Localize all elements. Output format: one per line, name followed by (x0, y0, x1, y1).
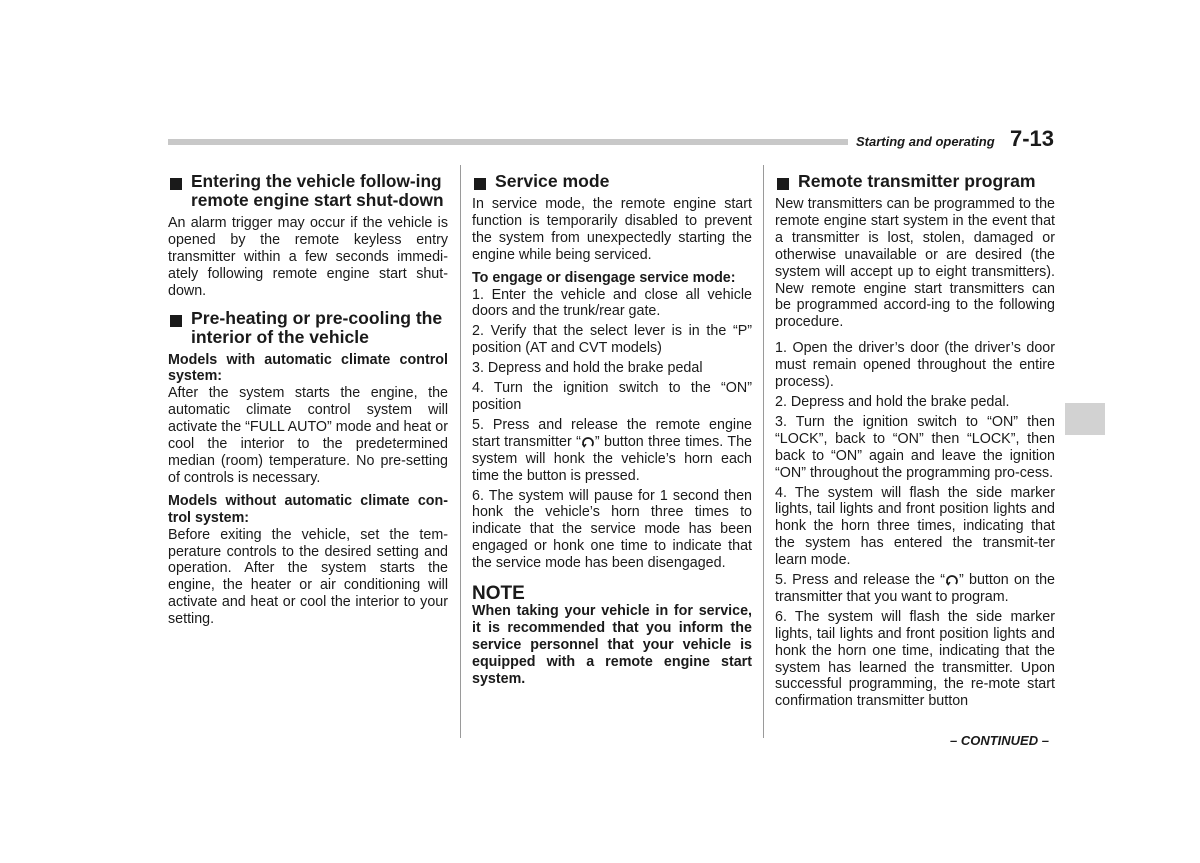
paragraph-alarm: An alarm trigger may occur if the vehicle is opened by the remote keyless entry transmitter within a few seconds immedi-ately following remote engine start shut-down. (168, 215, 448, 299)
step-5: 5. Press and release the remote engine start transmitter “ ” button three times. The system will honk the vehicle’s horn each time the button is pressed. (472, 416, 752, 484)
subhead-without-climate: Models without automatic climate con-trol system: (168, 492, 448, 526)
step-4: 4. The system will flash the side marker lights, tail lights and front position lights and honk the horn three times, indicating that the system has entered the transmit-ter learn mode. (775, 484, 1055, 569)
page-number: 7-13 (1010, 126, 1055, 151)
step-5: 5. Press and release the “ ” button on the transmitter that you want to program. (775, 572, 1055, 605)
step-3: 3. Turn the ignition switch to “ON” then “LOCK”, back to “ON” then “LOCK”, then back to “ON” again and leave the ignition “ON” throughout the programming pro-cess. (775, 413, 1055, 481)
step-2: 2. Verify that the select lever is in the “P” position (AT and CVT models) (472, 323, 752, 357)
step-3: 3. Depress and hold the brake pedal (472, 360, 703, 377)
continued-label: – CONTINUED – (950, 733, 1049, 748)
black-square-icon (170, 178, 182, 190)
remote-start-icon (945, 573, 959, 586)
step-4: 4. Turn the ignition switch to the “ON” position (472, 380, 752, 413)
step-2: 2. Depress and hold the brake pedal. (775, 393, 1010, 410)
column-divider-2 (763, 165, 764, 738)
black-square-icon (474, 178, 486, 190)
paragraph-service-intro: In service mode, the remote engine start function is temporarily disabled to prevent the system from unexpectedly starting the engine while being serviced. (472, 196, 752, 263)
step-1: 1. Enter the vehicle and close all vehicle doors and the trunk/rear gate. (472, 286, 752, 320)
paragraph-transmitter-intro: New transmitters can be programmed to the remote engine start system in the event that a transmitter is lost, stolen, damaged or otherwise unavailable or are desired (the system will accept up to eight transmitters). New remote engine start transmitters can be programmed accord-ing to the following procedure. (775, 196, 1055, 331)
column-3 (775, 172, 1055, 710)
column-divider-1 (460, 165, 461, 738)
subhead-engage-service: To engage or disengage service mode: (472, 269, 736, 286)
subhead-with-climate: Models with automatic climate control system: (168, 351, 448, 385)
heading-remote-transmitter: Remote transmitter program (775, 172, 1055, 191)
note-body: When taking your vehicle in for service, it is recommended that you inform the service personnel that your vehicle is equipped with a remote engine start system. (472, 602, 752, 687)
header-rule (168, 139, 848, 145)
thumb-index-tab (1065, 403, 1105, 435)
paragraph-with-climate: After the system starts the engine, the automatic climate control system will activate the “FULL AUTO” mode and heat or cool the interior to the predetermined median (room) temperature. No pre-setting of controls is necessary. (168, 385, 448, 486)
remote-start-icon (581, 435, 595, 448)
heading-service-mode: Service mode (472, 172, 752, 191)
heading-preheating: Pre-heating or pre-cooling the interior of the vehicle (168, 309, 448, 347)
step-6: 6. The system will pause for 1 second then honk the vehicle’s horn three times to indicate that the service mode has been engaged or honk one time to indicate that the service mode has been disengaged. (472, 487, 752, 572)
step-6: 6. The system will flash the side marker lights, tail lights and front position lights and honk the horn one time, indicating that the system has learned the transmitter. Upon successful programming, the re-mote start confirmation transmitter button (775, 608, 1055, 710)
note-title: NOTE (472, 583, 525, 605)
column-2 (472, 172, 752, 687)
heading-entering-vehicle: Entering the vehicle follow-ing remote engine start shut-down (168, 172, 448, 210)
step-1: 1. Open the driver’s door (the driver’s door must remain opened throughout the entire process). (775, 340, 1055, 391)
column-1 (168, 172, 448, 628)
section-label: Starting and operating (856, 134, 995, 149)
black-square-icon (777, 178, 789, 190)
paragraph-without-climate: Before exiting the vehicle, set the tem-perature controls to the desired setting and operation. After the system starts the engine, the heater or air conditioning will activate and heat or cool the interior to your setting. (168, 526, 448, 628)
black-square-icon (170, 315, 182, 327)
